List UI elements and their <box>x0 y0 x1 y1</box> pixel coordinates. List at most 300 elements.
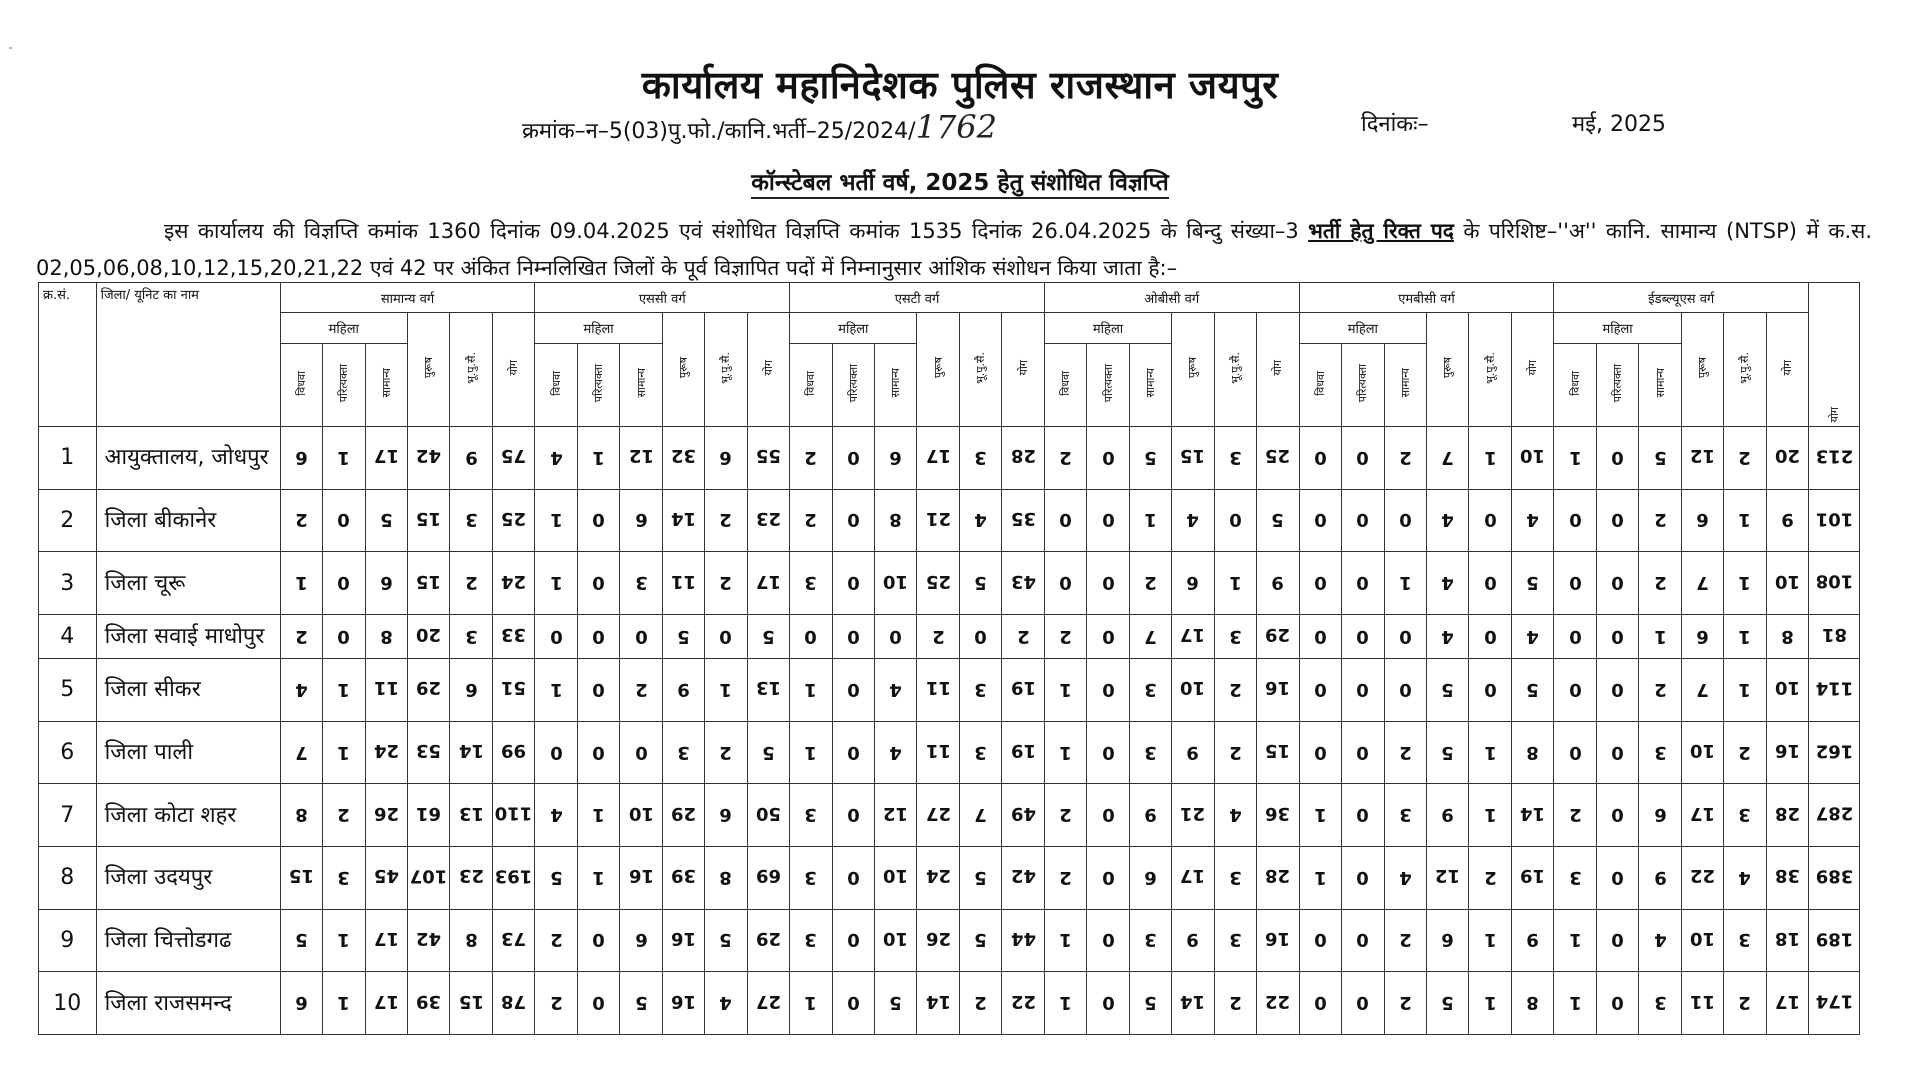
value-cell <box>1596 427 1638 490</box>
header-subcolumn <box>365 344 407 427</box>
value-text: 5 <box>549 866 563 888</box>
value-cell <box>1257 427 1300 490</box>
value-cell <box>662 784 704 847</box>
value-cell <box>1639 552 1681 615</box>
value-text: 8 <box>464 929 478 951</box>
value-cell <box>365 847 407 910</box>
value-text: 16 <box>628 865 654 887</box>
value-text: 6 <box>295 991 308 1013</box>
value-cell <box>1299 784 1341 847</box>
value-text: 35 <box>1010 507 1036 529</box>
value-cell <box>1469 721 1511 784</box>
value-text: 5 <box>1144 991 1157 1013</box>
value-text: 0 <box>1101 741 1115 763</box>
value-text: 1 <box>1314 803 1327 825</box>
value-text: 12 <box>883 802 909 824</box>
value-text: 0 <box>1611 509 1624 531</box>
value-cell <box>1129 427 1171 490</box>
value-cell <box>1002 972 1044 1035</box>
value-text: 3 <box>804 929 818 951</box>
value-cell <box>705 721 747 784</box>
value-cell <box>1596 972 1638 1035</box>
value-cell <box>959 427 1001 490</box>
value-cell <box>407 847 449 910</box>
value-text: 29 <box>1265 624 1291 646</box>
value-text: 3 <box>464 625 478 647</box>
value-text: 9 <box>1441 803 1454 825</box>
value-text: 9 <box>1781 509 1794 531</box>
header-subcolumn <box>1469 313 1511 427</box>
value-cell <box>1766 721 1809 784</box>
value-text: 101 <box>1815 507 1853 529</box>
header-group: सामान्य वर्ग <box>280 283 535 313</box>
value-text: 8 <box>1781 625 1794 647</box>
value-text: 13 <box>755 677 781 699</box>
value-text: 0 <box>1059 509 1072 531</box>
value-cell <box>705 614 747 658</box>
value-text: 1 <box>1738 678 1752 700</box>
header-subcolumn-label: परित्यक्ता <box>592 363 606 403</box>
value-cell <box>917 784 959 847</box>
value-cell <box>407 909 449 972</box>
value-cell <box>1002 784 1044 847</box>
value-cell <box>1257 552 1300 615</box>
value-text: 0 <box>1314 991 1327 1013</box>
value-text: 4 <box>295 678 308 700</box>
value-text: 0 <box>1356 509 1370 531</box>
value-cell <box>747 427 789 490</box>
value-text: 7 <box>1696 571 1709 593</box>
value-cell <box>1596 552 1638 615</box>
value-cell <box>323 659 365 722</box>
value-cell <box>662 427 704 490</box>
district-name-cell: जिला सीकर <box>96 659 280 722</box>
value-cell <box>662 552 704 615</box>
value-cell <box>280 489 322 552</box>
value-cell <box>1044 427 1086 490</box>
value-text: 2 <box>931 625 945 647</box>
value-text: 0 <box>1101 929 1115 951</box>
date-label: दिनांकः– <box>1361 112 1429 137</box>
value-text: 24 <box>501 570 527 592</box>
value-cell <box>1129 489 1171 552</box>
value-cell <box>1172 909 1214 972</box>
value-text: 9 <box>1186 929 1200 951</box>
value-text: 0 <box>847 929 860 951</box>
value-text: 9 <box>1526 929 1539 951</box>
value-text: 17 <box>373 928 399 950</box>
district-name-cell: आयुक्तालय, जोधपुर <box>96 427 280 490</box>
value-text: 1 <box>1483 446 1497 468</box>
value-cell <box>365 552 407 615</box>
header-group: एसटी वर्ग <box>790 283 1045 313</box>
header-mahila: महिला <box>280 313 407 344</box>
header-subcolumn-label: योग <box>1780 359 1794 376</box>
value-text: 16 <box>1774 740 1800 762</box>
value-text: 0 <box>592 509 605 531</box>
value-text: 0 <box>549 741 563 763</box>
value-text: 4 <box>1229 803 1242 825</box>
value-text: 3 <box>804 866 818 888</box>
value-text: 20 <box>416 624 442 646</box>
value-cell <box>280 614 322 658</box>
value-text: 39 <box>416 990 442 1012</box>
value-text: 3 <box>1144 678 1157 700</box>
value-text: 22 <box>1010 990 1036 1012</box>
value-cell <box>832 972 874 1035</box>
value-cell <box>1681 784 1723 847</box>
value-cell <box>1172 614 1214 658</box>
value-cell <box>577 552 619 615</box>
header-subcolumn-label: पुरूष <box>676 356 690 379</box>
value-cell <box>1129 847 1171 910</box>
value-cell <box>1384 721 1426 784</box>
value-cell <box>620 847 662 910</box>
value-text: 3 <box>464 509 478 531</box>
value-cell <box>1766 972 1809 1035</box>
header-subcolumn <box>959 313 1001 427</box>
value-text: 10 <box>628 802 654 824</box>
value-cell <box>535 489 577 552</box>
header-subcolumn-label: भू.पु.सै. <box>1228 351 1242 384</box>
serial-number-cell: 5 <box>39 659 97 722</box>
value-text: 6 <box>889 446 902 468</box>
value-text: 4 <box>1526 509 1539 531</box>
scan-speck <box>9 47 12 49</box>
value-cell <box>875 659 917 722</box>
value-cell <box>620 784 662 847</box>
value-text: 17 <box>1774 990 1800 1012</box>
value-cell <box>1342 721 1384 784</box>
header-subcolumn <box>1766 313 1809 427</box>
table-row <box>39 427 1860 490</box>
value-cell <box>450 909 492 972</box>
value-cell <box>790 489 832 552</box>
value-cell <box>662 972 704 1035</box>
header-subcolumn <box>1214 313 1256 427</box>
value-text: 2 <box>1568 803 1582 825</box>
value-text: 193 <box>494 865 533 887</box>
value-cell <box>1002 489 1044 552</box>
value-cell <box>790 614 832 658</box>
value-text: 0 <box>974 625 987 647</box>
value-cell <box>1384 784 1426 847</box>
value-cell <box>280 909 322 972</box>
value-cell <box>1469 972 1511 1035</box>
value-cell <box>492 489 535 552</box>
value-text: 1 <box>1568 991 1582 1013</box>
value-cell <box>1596 659 1638 722</box>
value-text: 2 <box>1738 991 1752 1013</box>
value-cell <box>492 847 535 910</box>
header-subcolumn <box>790 344 832 427</box>
value-text: 39 <box>670 865 696 887</box>
header-subcolumn <box>1299 344 1341 427</box>
table-row <box>39 552 1860 615</box>
value-cell <box>1426 972 1468 1035</box>
value-cell <box>407 552 449 615</box>
value-text: 16 <box>670 990 696 1012</box>
value-cell <box>1257 614 1300 658</box>
value-cell <box>790 721 832 784</box>
value-cell <box>959 659 1001 722</box>
value-cell <box>1596 721 1638 784</box>
value-cell <box>577 909 619 972</box>
value-text: 18 <box>1774 928 1800 950</box>
value-text: 17 <box>1180 865 1206 887</box>
value-cell <box>1299 972 1341 1035</box>
value-cell <box>1172 552 1214 615</box>
value-text: 4 <box>1441 625 1454 647</box>
value-cell <box>1596 614 1638 658</box>
header-subcolumn-label: भू.पु.सै. <box>464 351 478 384</box>
value-cell <box>875 614 917 658</box>
serial-number-cell: 9 <box>39 909 97 972</box>
value-cell <box>280 552 322 615</box>
value-cell <box>917 721 959 784</box>
value-text: 2 <box>1229 678 1242 700</box>
value-cell <box>662 489 704 552</box>
value-cell <box>450 614 492 658</box>
value-cell <box>1214 427 1256 490</box>
value-cell <box>959 784 1001 847</box>
value-cell <box>450 847 492 910</box>
value-cell <box>1299 659 1341 722</box>
page-title: कार्यालय महानिदेशक पुलिस राजस्थान जयपुर <box>641 63 1279 107</box>
value-cell <box>450 552 492 615</box>
value-cell <box>1426 427 1468 490</box>
district-name-cell: जिला चित्तोडगढ <box>96 909 280 972</box>
value-cell <box>1554 489 1596 552</box>
value-cell <box>1172 784 1214 847</box>
value-cell <box>1426 909 1468 972</box>
value-cell <box>1681 847 1723 910</box>
value-text: 3 <box>974 741 987 763</box>
header-subcolumn <box>662 313 704 427</box>
value-cell <box>875 721 917 784</box>
value-text: 44 <box>1010 928 1036 950</box>
value-cell <box>1002 659 1044 722</box>
value-cell <box>1639 614 1681 658</box>
header-subcolumn <box>280 344 322 427</box>
header-subcolumn <box>407 313 449 427</box>
value-text: 16 <box>670 928 696 950</box>
value-cell <box>323 427 365 490</box>
value-cell <box>1257 909 1300 972</box>
value-text: 0 <box>1101 803 1115 825</box>
value-text: 0 <box>804 625 818 647</box>
value-text: 0 <box>1314 929 1327 951</box>
value-cell <box>959 721 1001 784</box>
value-cell <box>959 972 1001 1035</box>
value-text: 4 <box>1441 571 1454 593</box>
value-cell <box>1299 614 1341 658</box>
value-text: 3 <box>1738 803 1752 825</box>
value-cell <box>1342 427 1384 490</box>
value-text: 0 <box>1356 866 1370 888</box>
value-cell <box>365 972 407 1035</box>
value-text: 19 <box>1010 677 1036 699</box>
value-text: 0 <box>1611 446 1624 468</box>
value-text: 5 <box>295 929 308 951</box>
value-cell <box>450 659 492 722</box>
header-subcolumn <box>1554 344 1596 427</box>
value-text: 0 <box>1314 678 1327 700</box>
value-text: 1 <box>1568 446 1582 468</box>
value-text: 1 <box>337 446 351 468</box>
value-cell <box>1681 552 1723 615</box>
serial-number-cell: 8 <box>39 847 97 910</box>
value-text: 0 <box>1398 509 1412 531</box>
value-cell <box>365 427 407 490</box>
value-cell <box>1511 721 1553 784</box>
value-text: 0 <box>592 571 605 593</box>
value-text: 15 <box>416 507 442 529</box>
value-text: 0 <box>847 625 860 647</box>
value-cell <box>1299 552 1341 615</box>
value-text: 26 <box>373 802 399 824</box>
value-text: 25 <box>501 507 527 529</box>
value-cell <box>1299 489 1341 552</box>
header-subcolumn <box>1511 313 1553 427</box>
value-cell <box>832 721 874 784</box>
header-subcolumn-label: पुरूष <box>1186 356 1200 379</box>
value-cell <box>620 427 662 490</box>
header-subcolumn-label: भू.पु.सै. <box>719 351 733 384</box>
value-text: 0 <box>1356 446 1370 468</box>
value-text: 13 <box>458 802 484 824</box>
value-text: 15 <box>1180 445 1206 467</box>
value-text: 0 <box>1101 625 1115 647</box>
value-text: 1 <box>1483 929 1497 951</box>
value-text: 1 <box>1738 509 1752 531</box>
value-text: 17 <box>373 990 399 1012</box>
value-text: 10 <box>1774 570 1800 592</box>
header-subcolumn <box>917 313 959 427</box>
value-cell <box>492 427 535 490</box>
value-text: 1 <box>1738 625 1752 647</box>
value-text: 3 <box>804 571 818 593</box>
value-text: 4 <box>549 446 563 468</box>
table-row <box>39 659 1860 722</box>
notice-paragraph <box>36 213 1872 287</box>
value-cell <box>1342 909 1384 972</box>
value-cell <box>705 847 747 910</box>
value-text: 5 <box>1441 678 1454 700</box>
value-cell <box>1809 659 1860 722</box>
value-text: 2 <box>804 446 818 468</box>
value-text: 2 <box>719 741 733 763</box>
value-cell <box>1172 721 1214 784</box>
value-text: 4 <box>889 678 902 700</box>
value-cell <box>620 972 662 1035</box>
value-text: 1 <box>549 509 563 531</box>
value-text: 17 <box>1689 802 1715 824</box>
value-cell <box>492 909 535 972</box>
value-text: 0 <box>847 509 860 531</box>
value-cell <box>1766 784 1809 847</box>
value-text: 22 <box>1689 865 1715 887</box>
value-cell <box>1426 784 1468 847</box>
value-cell <box>1596 909 1638 972</box>
value-text: 0 <box>592 625 605 647</box>
value-cell <box>492 721 535 784</box>
value-text: 1 <box>1229 571 1242 593</box>
value-text: 0 <box>1356 803 1370 825</box>
value-cell <box>407 972 449 1035</box>
value-text: 4 <box>1186 509 1200 531</box>
vacancy-table <box>38 282 1860 1035</box>
header-subcolumn <box>832 344 874 427</box>
value-text: 3 <box>1229 625 1242 647</box>
value-cell <box>1554 847 1596 910</box>
value-cell <box>917 427 959 490</box>
value-cell <box>917 489 959 552</box>
value-cell <box>1257 972 1300 1035</box>
value-text: 0 <box>847 866 860 888</box>
value-text: 29 <box>416 677 442 699</box>
value-text: 3 <box>634 571 648 593</box>
value-cell <box>620 909 662 972</box>
value-cell <box>832 427 874 490</box>
value-text: 5 <box>719 929 733 951</box>
value-text: 2 <box>1059 446 1072 468</box>
value-text: 2 <box>1653 678 1667 700</box>
value-text: 2 <box>1398 446 1412 468</box>
value-text: 2 <box>1653 571 1667 593</box>
value-text: 0 <box>1483 509 1497 531</box>
value-cell <box>1342 784 1384 847</box>
value-cell <box>1426 659 1468 722</box>
value-cell <box>1681 614 1723 658</box>
value-text: 2 <box>1398 741 1412 763</box>
value-text: 0 <box>1101 866 1115 888</box>
value-text: 7 <box>1144 625 1157 647</box>
value-text: 11 <box>925 740 951 762</box>
value-cell <box>1511 847 1553 910</box>
value-text: 1 <box>592 446 605 468</box>
value-text: 99 <box>501 740 527 762</box>
value-text: 16 <box>1265 928 1291 950</box>
value-text: 11 <box>1689 990 1715 1012</box>
value-text: 0 <box>1314 446 1327 468</box>
header-grand-total-label: योग <box>1827 406 1841 422</box>
value-text: 4 <box>1526 625 1539 647</box>
value-text: 29 <box>670 802 696 824</box>
value-text: 7 <box>1441 446 1454 468</box>
value-text: 1 <box>1568 929 1582 951</box>
value-cell <box>1554 972 1596 1035</box>
value-text: 9 <box>1186 741 1200 763</box>
value-text: 8 <box>889 509 902 531</box>
value-cell <box>1554 427 1596 490</box>
value-text: 2 <box>549 929 563 951</box>
header-subcolumn <box>1129 344 1171 427</box>
value-cell <box>1809 909 1860 972</box>
value-text: 26 <box>925 928 951 950</box>
value-text: 23 <box>755 507 781 529</box>
value-text: 25 <box>1265 445 1291 467</box>
value-text: 0 <box>847 446 860 468</box>
value-text: 17 <box>1180 624 1206 646</box>
value-text: 42 <box>416 445 442 467</box>
value-cell <box>790 659 832 722</box>
value-text: 9 <box>677 678 690 700</box>
header-group: ओबीसी वर्ग <box>1044 283 1299 313</box>
value-text: 1 <box>337 741 351 763</box>
value-text: 1 <box>1059 678 1072 700</box>
reference-number <box>522 108 997 146</box>
